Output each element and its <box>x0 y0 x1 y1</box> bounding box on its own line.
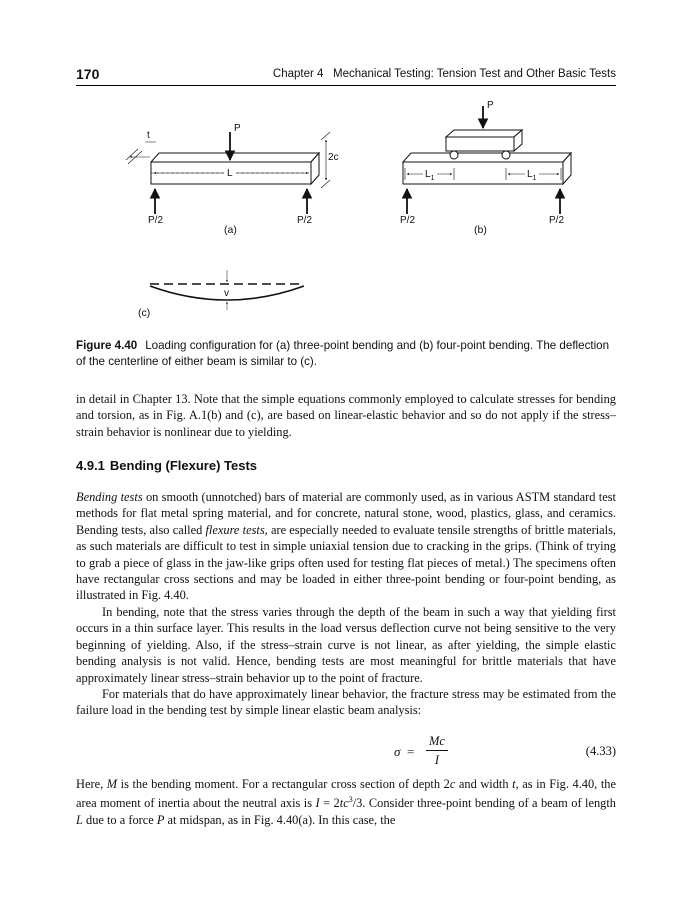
label-v: v <box>224 288 229 299</box>
paragraph-3: For materials that do have approximately linear behavior, the fracture stress may be estimated from the failure load in the bending test by simple linear elastic beam analysis: <box>76 687 616 718</box>
width-dimension-t <box>126 130 156 164</box>
supports-b <box>400 189 564 236</box>
figure-caption <box>76 338 616 370</box>
label-L: L <box>227 168 233 179</box>
deflection-diagram <box>138 270 304 319</box>
chapter-title: Chapter 4 Mechanical Testing: Tension Test and Other Basic Tests <box>272 68 616 80</box>
label-L1-right: $L_1$ <box>527 169 537 182</box>
equation-lhs: σ <box>394 744 401 759</box>
label-L1-left: $L_1$ <box>425 169 435 182</box>
label-P-b: P <box>487 100 494 111</box>
equation-4-33 <box>76 733 616 771</box>
section-title: Bending (Flexure) Tests <box>109 458 258 473</box>
section-number: 4.9.1 <box>76 458 105 473</box>
label-P2-b-right: P/2 <box>549 215 565 226</box>
term-flexure-tests: flexure tests <box>205 522 265 537</box>
paragraph-1: Bending tests on smooth (unnotched) bars of material are commonly used, as in various ASTM standard test methods for flat metal spring material, and for concrete, natural stone, wood, plastics, glass, and ceramics. Bending tests, also called flexure tests, are especially needed to evaluate tensile strengths of brittle materials, as such materials are difficult to test in simple uniaxial tension due to cracking in the grips. (Think of trying to grab a piece of glass in the jaw-like grips often used for testing flat pieces of metal.) The specimens often have rectangular cross sections and may be loaded in either three-point bending or four-point bending, as illustrated in Fig. 4.40. <box>76 490 616 603</box>
term-bending-tests: Bending tests <box>76 490 143 504</box>
intro-paragraph: in detail in Chapter 13. Note that the simple equations commonly employed to calculate stresses for bending and torsion, as in Fig. A.1(b) and (c), are based on linear-elastic behavior and so do not apply if the stress–strain behavior is nonlinear due to yielding. <box>76 392 616 439</box>
label-P2-b-left: P/2 <box>400 215 416 226</box>
equation-numerator: Mc <box>429 734 445 748</box>
header-rule <box>76 85 616 86</box>
depth-dimension-2c <box>321 132 339 188</box>
fraction-bar <box>426 750 448 751</box>
load-P-b <box>483 100 494 128</box>
label-P2-a-left: P/2 <box>148 215 164 226</box>
page-number: 170 <box>76 66 100 82</box>
roller-right <box>502 151 510 159</box>
label-P-a: P <box>234 123 241 134</box>
label-2c: 2c <box>328 152 339 163</box>
label-sub-b: (b) <box>474 224 487 236</box>
equation-number: (4.33) <box>585 744 616 758</box>
paragraph-2: In bending, note that the stress varies through the depth of the beam in such a way that yielding first occurs in a thin surface layer. This results in the load versus deflection curve not being sensitive to the very beginning of yielding. Also, if the stress–strain curve is not linear, as after yielding, the simple elastic bending analysis is not valid. Hence, bending tests are most meaningful for brittle materials that have approximately linear stress–strain behavior up to the point of fracture. <box>76 605 616 685</box>
bending-diagram <box>76 92 616 327</box>
label-t: t <box>147 130 150 141</box>
section-heading <box>76 458 257 473</box>
running-head <box>76 66 616 84</box>
label-P2-a-right: P/2 <box>297 215 313 226</box>
roller-left <box>450 151 458 159</box>
label-sub-a: (a) <box>224 224 237 236</box>
equation-equals: = <box>407 744 415 759</box>
caption-label: Figure 4.40 <box>76 339 138 352</box>
label-sub-c: (c) <box>138 307 151 319</box>
supports-a <box>148 189 312 236</box>
equation-denominator: I <box>434 753 440 767</box>
caption-text: Loading configuration for (a) three-point bending and (b) four-point bending. The deflection of the centerline of either beam is similar to (c). <box>76 339 610 368</box>
equation-fraction <box>426 733 448 768</box>
paragraph-4: Here, M is the bending moment. For a rectangular cross section of depth 2c and width t, as in Fig. 4.40, the area moment of inertia about the neutral axis is $I = 2tc^3/3$. Consider three-point bending of a beam of length L due to a force P at midspan, as in Fig. 4.40(a). In this case, the <box>76 777 617 827</box>
figure-4-40 <box>76 92 616 327</box>
